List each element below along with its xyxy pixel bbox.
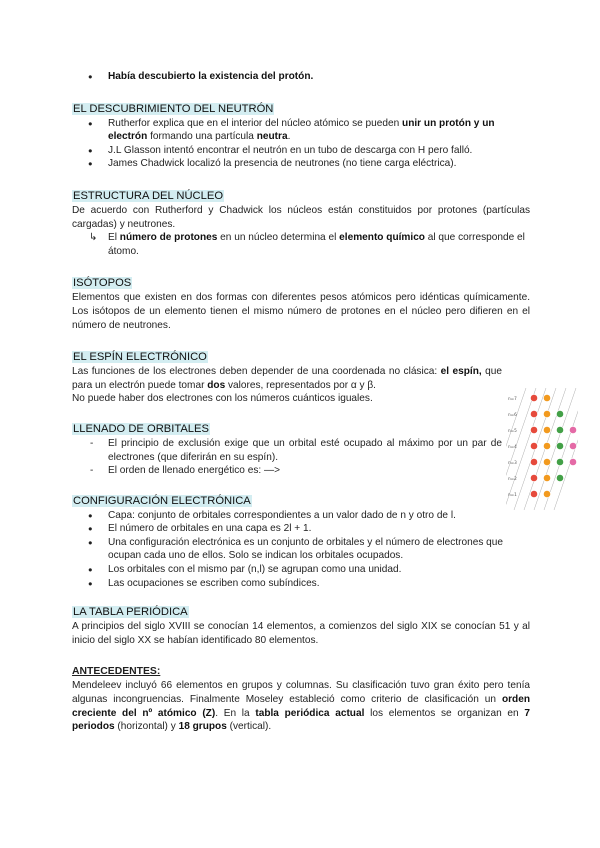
orbital-filling-diagram: [506, 388, 578, 510]
orbital-dot-f: [569, 458, 576, 465]
shell-label: n=1: [508, 492, 517, 497]
orbital-dot-s: [530, 458, 537, 465]
orbital-dot-d: [556, 426, 563, 433]
list-item: ● El número de orbitales en una capa es 2l + 1.: [72, 522, 504, 536]
orbital-dot-f: [569, 442, 576, 449]
orbital-dot-d: [556, 458, 563, 465]
orbital-dot-p: [543, 394, 550, 401]
orbitals-list: [72, 437, 502, 478]
shell-label: n=5: [508, 428, 517, 433]
spin-paragraph: Las funciones de los electrones deben depender de una coordenada no clásica: el espín, que para un electrón puede tomar dos valores, representados por α y β.: [72, 366, 502, 391]
orbital-dot-d: [556, 410, 563, 417]
list-item: ● Capa: conjunto de orbitales correspondientes a un valor dado de n y otro de l.: [72, 509, 504, 523]
orbital-dot-p: [543, 442, 550, 449]
document-page: [72, 70, 530, 734]
orbital-dot-s: [530, 442, 537, 449]
nucleus-sublist: [72, 231, 530, 258]
config-list: [72, 509, 504, 591]
section-heading-orbitals: LLENADO DE ORBITALES: [73, 422, 209, 435]
list-item: ● J.L Glasson intentó encontrar el neutrón en un tubo de descarga con H pero falló.: [72, 144, 530, 158]
orbital-dot-s: [530, 410, 537, 417]
orbital-dot-d: [556, 442, 563, 449]
shell-label: n=4: [508, 444, 517, 449]
section-heading-isotopes: ISÓTOPOS: [73, 277, 132, 290]
antecedents-heading: ANTECEDENTES:: [72, 666, 161, 678]
periodic-table-paragraph: A principios del siglo XVIII se conocían 14 elementos, a comienzos del siglo XIX se conocían 51 y al inicio del siglo XX se habían identificado 80 elementos.: [72, 621, 530, 646]
orbital-dot-d: [556, 474, 563, 481]
section-heading-periodic-table: LA TABLA PERIÓDICA: [73, 606, 188, 619]
intro-bullet-text: Había descubierto la existencia del protón.: [108, 71, 314, 82]
orbital-dot-s: [530, 490, 537, 497]
shell-label: n=2: [508, 476, 517, 481]
spin-paragraph-2: No puede haber dos electrones con los números cuánticos iguales.: [72, 393, 373, 405]
list-item: ● James Chadwick localizó la presencia de neutrones (no tiene carga eléctrica).: [72, 157, 530, 171]
section-heading-nucleus: ESTRUCTURA DEL NÚCLEO: [73, 189, 224, 202]
list-item: - El principio de exclusión exige que un orbital esté ocupado al máximo por un par de electrones (que diferirán en su espín).: [72, 437, 502, 464]
orbital-dot-p: [543, 490, 550, 497]
list-item: [72, 70, 530, 84]
shell-label: n=6: [508, 412, 517, 417]
list-item: ● Rutherfor explica que en el interior del núcleo atómico se pueden unir un protón y un electrón formando una partícula neutra.: [72, 117, 530, 144]
orbital-dot-p: [543, 458, 550, 465]
neutron-list: [72, 117, 530, 171]
intro-list: [72, 70, 530, 84]
list-item: ● Los orbitales con el mismo par (n,l) se agrupan como una unidad.: [72, 563, 504, 577]
orbital-dot-p: [543, 410, 550, 417]
list-item: ● Una configuración electrónica es un conjunto de orbitales y el número de electrones que ocupan cada uno de ellos. Solo se indican los orbitales ocupados.: [72, 536, 504, 563]
list-item: ↳ El número de protones en un núcleo determina el elemento químico al que corresponde el átomo.: [72, 231, 530, 258]
orbital-dot-p: [543, 474, 550, 481]
list-item: ● Las ocupaciones se escriben como subíndices.: [72, 577, 504, 591]
orbital-dot-s: [530, 474, 537, 481]
orbital-dot-s: [530, 394, 537, 401]
orbital-dot-s: [530, 426, 537, 433]
orbital-dot-f: [569, 426, 576, 433]
list-item: - El orden de llenado energético es: —>: [72, 464, 502, 478]
isotopes-paragraph: Elementos que existen en dos formas con diferentes pesos atómicos pero idénticas químicamente. Los isótopos de un elemento tienen el mismo número de protones en el núcleo pero difieren en el número de neutrones.: [72, 292, 530, 331]
section-heading-config: CONFIGURACIÓN ELECTRÓNICA: [73, 494, 251, 507]
orbital-dot-p: [543, 426, 550, 433]
nucleus-paragraph: De acuerdo con Rutherford y Chadwick los núcleos están constituidos por protones (partículas cargadas) y neutrones.: [72, 204, 530, 230]
shell-label: n=3: [508, 460, 517, 465]
antecedents-paragraph: Mendeleev incluyó 66 elementos en grupos y columnas. Su clasificación tuvo gran éxito pero tenía algunas incongruencias. Finalmente Moseley estableció como criterio de clasificación un orden creciente del nº atómico (Z). En la tabla periódica actual los elementos se organizan en 7 periodos (horizontal) y 18 grupos (vertical).: [72, 680, 530, 733]
section-heading-neutron: EL DESCUBRIMIENTO DEL NEUTRÓN: [73, 102, 274, 115]
section-heading-spin: EL ESPÍN ELECTRÓNICO: [73, 351, 207, 364]
shell-label: n=7: [508, 396, 517, 401]
filling-arrow: [534, 388, 576, 510]
